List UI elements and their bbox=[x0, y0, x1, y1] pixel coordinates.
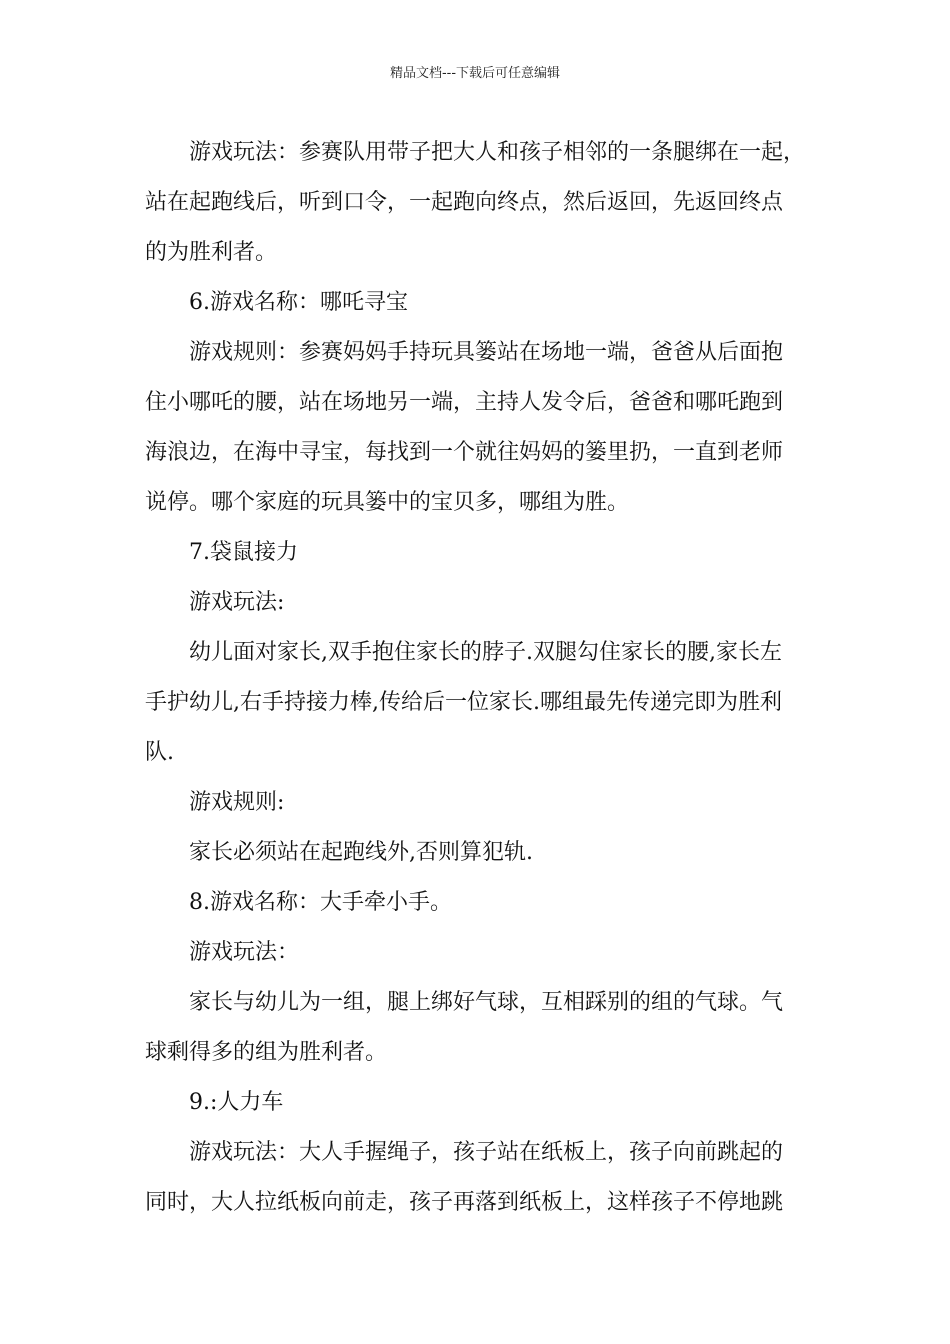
line: 8.游戏名称：大手牵小手。 bbox=[189, 890, 452, 915]
line: 海浪边，在海中寻宝，每找到一个就往妈妈的篓里扔，一直到老师 bbox=[145, 440, 784, 465]
label-game-7-play bbox=[145, 578, 807, 628]
line: 家长必须站在起跑线外,否则算犯轨. bbox=[189, 840, 533, 865]
document-body bbox=[145, 128, 807, 1228]
heading-game-9 bbox=[145, 1078, 807, 1128]
line: 同时，大人拉纸板向前走，孩子再落到纸板上，这样孩子不停地跳 bbox=[145, 1190, 784, 1215]
line: 游戏玩法: bbox=[189, 590, 285, 615]
paragraph-game-9-play bbox=[145, 1128, 807, 1228]
line: 游戏玩法： bbox=[189, 940, 300, 965]
paragraph-game-6-rules bbox=[145, 328, 807, 528]
label-game-8-play bbox=[145, 928, 807, 978]
line: 手护幼儿,右手持接力棒,传给后一位家长.哪组最先传递完即为胜利 bbox=[145, 690, 782, 715]
line: 球剩得多的组为胜利者。 bbox=[145, 1040, 388, 1065]
heading-game-6 bbox=[145, 278, 807, 328]
line: 队. bbox=[145, 740, 174, 765]
line: 的为胜利者。 bbox=[145, 240, 278, 265]
line: 9.:人力车 bbox=[189, 1090, 284, 1115]
heading-game-7 bbox=[145, 528, 807, 578]
paragraph-game-rules-1 bbox=[145, 128, 807, 278]
paragraph-game-7-play bbox=[145, 628, 807, 778]
line: 幼儿面对家长,双手抱住家长的脖子.双腿勾住家长的腰,家长左 bbox=[189, 640, 782, 665]
line: 7.袋鼠接力 bbox=[189, 540, 298, 565]
line: 游戏玩法：大人手握绳子，孩子站在纸板上，孩子向前跳起的 bbox=[189, 1140, 784, 1165]
line: 家长与幼儿为一组，腿上绑好气球，互相踩别的组的气球。气 bbox=[189, 990, 784, 1015]
paragraph-game-7-rules bbox=[145, 828, 807, 878]
page-header: 精品文档---下载后可任意编辑 bbox=[389, 66, 561, 81]
line: 住小哪吒的腰，站在场地另一端，主持人发令后，爸爸和哪吒跑到 bbox=[145, 390, 784, 415]
heading-game-8 bbox=[145, 878, 807, 928]
paragraph-game-8-play bbox=[145, 978, 807, 1078]
line: 游戏玩法：参赛队用带子把大人和孩子相邻的一条腿绑在一起， bbox=[189, 140, 806, 165]
line: 6.游戏名称：哪吒寻宝 bbox=[189, 290, 408, 315]
line: 站在起跑线后，听到口令，一起跑向终点，然后返回，先返回终点 bbox=[145, 190, 784, 215]
label-game-7-rules bbox=[145, 778, 807, 828]
line: 游戏规则: bbox=[189, 790, 285, 815]
line: 游戏规则：参赛妈妈手持玩具篓站在场地一端，爸爸从后面抱 bbox=[189, 340, 784, 365]
line: 说停。哪个家庭的玩具篓中的宝贝多，哪组为胜。 bbox=[145, 490, 630, 515]
